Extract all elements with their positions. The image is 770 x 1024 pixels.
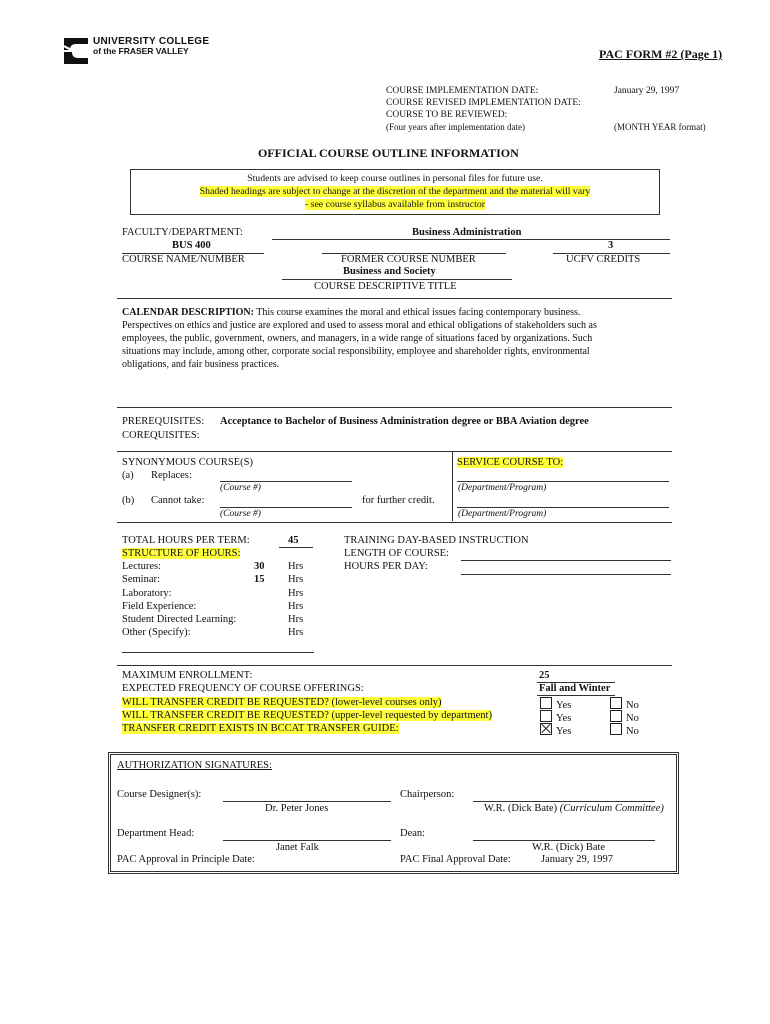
pac-final-value: January 29, 1997	[541, 854, 614, 865]
checkbox-icon[interactable]	[540, 697, 552, 709]
transfer-q3: TRANSFER CREDIT EXISTS IN BCCAT TRANSFER GUIDE:	[122, 723, 399, 734]
hours-row-label: Other (Specify):	[122, 627, 191, 638]
dean-name: W.R. (Dick) Bate	[532, 842, 606, 853]
head-label: Department Head:	[117, 828, 195, 839]
calendar-line5: obligations, and fair business practices.	[122, 359, 280, 370]
course-hint-2: (Course #)	[220, 509, 261, 519]
hours-row-label: Laboratory:	[122, 588, 172, 599]
hours-row-unit: Hrs	[288, 627, 304, 638]
max-enrollment-value: 25	[539, 670, 550, 681]
synonymous-label: SYNONYMOUS COURSE(S)	[122, 457, 253, 468]
course-hint-1: (Course #)	[220, 483, 261, 493]
hours-row-unit: Hrs	[288, 561, 304, 572]
replaces-letter: (a)	[122, 470, 134, 481]
course-title-label: COURSE DESCRIPTIVE TITLE	[314, 281, 457, 292]
coreq-label: COREQUISITES:	[122, 430, 200, 441]
logo-mark-icon	[62, 36, 90, 66]
chair-label: Chairperson:	[400, 789, 455, 800]
head-name: Janet Falk	[276, 842, 319, 853]
calendar-label: CALENDAR DESCRIPTION:	[122, 307, 254, 318]
course-number-value: BUS 400	[172, 240, 211, 251]
hours-row-label: Student Directed Learning:	[122, 614, 237, 625]
q2-yes-option[interactable]: Yes	[540, 710, 571, 724]
notice-line2: Shaded headings are subject to change at the discretion of the department and the material will vary	[199, 186, 591, 197]
checkbox-icon[interactable]	[540, 710, 552, 722]
former-number-label: FORMER COURSE NUMBER	[341, 254, 476, 265]
replaces-label: Replaces:	[151, 470, 192, 481]
faculty-label: FACULTY/DEPARTMENT:	[122, 227, 243, 238]
length-label: LENGTH OF COURSE:	[344, 548, 450, 559]
hours-row-value: 15	[254, 574, 265, 585]
further-credit: for further credit.	[362, 495, 435, 506]
credits-label: UCFV CREDITS	[566, 254, 641, 265]
calendar-line2: Perspectives on ethics and justice are explored and used to assess moral and ethical obligations of stakeholders such as	[122, 320, 597, 331]
revised-date-label: COURSE REVISED IMPLEMENTATION DATE:	[386, 98, 581, 108]
form-title: PAC FORM #2 (Page 1)	[599, 47, 723, 61]
dean-label: Dean:	[400, 828, 426, 839]
checkbox-icon[interactable]	[610, 697, 622, 709]
cannot-take-letter: (b)	[122, 495, 135, 506]
dept-hint-1: (Department/Program)	[458, 483, 547, 493]
hours-row-label: Seminar:	[122, 574, 160, 585]
signatures-heading: AUTHORIZATION SIGNATURES:	[117, 760, 272, 771]
calendar-line1	[122, 307, 580, 318]
checkbox-icon[interactable]	[610, 710, 622, 722]
structure-label: STRUCTURE OF HOURS:	[122, 548, 241, 559]
calendar-line4: situations may include, among other, corporate social responsibility, employee and shareholder rights, environmental	[122, 346, 590, 357]
designer-label: Course Designer(s):	[117, 789, 202, 800]
notice-box	[130, 169, 660, 215]
review-note: (Four years after implementation date)	[386, 122, 525, 132]
credits-value: 3	[608, 240, 614, 251]
course-title-value: Business and Society	[343, 266, 436, 277]
training-label: TRAINING DAY-BASED INSTRUCTION	[344, 535, 529, 546]
checked-checkbox-icon[interactable]	[540, 723, 552, 735]
q3-yes-option[interactable]: Yes	[540, 723, 571, 737]
pac-principle-label: PAC Approval in Principle Date:	[117, 854, 255, 865]
service-label: SERVICE COURSE TO:	[457, 457, 564, 468]
hours-row-label: Lectures:	[122, 561, 162, 572]
hours-per-day-label: HOURS PER DAY:	[344, 561, 428, 572]
signatures-box	[108, 752, 679, 874]
cannot-take-label: Cannot take:	[151, 495, 205, 506]
calendar-line3: employees, the public, government, owners, and managers, in a wide range of situations faced by organizations. Such	[122, 333, 593, 344]
chair-name: W.R. (Dick Bate) (Curriculum Committee)	[484, 803, 664, 814]
calendar-text1: This course examines the moral and ethical issues facing contemporary business.	[253, 307, 581, 318]
q1-no-option[interactable]: No	[610, 697, 639, 711]
transfer-q1: WILL TRANSFER CREDIT BE REQUESTED? (lower-level courses only)	[122, 697, 442, 708]
outline-title: OFFICIAL COURSE OUTLINE INFORMATION	[258, 146, 519, 160]
faculty-value: Business Administration	[412, 227, 522, 238]
hours-row-unit: Hrs	[288, 588, 304, 599]
transfer-q2: WILL TRANSFER CREDIT BE REQUESTED? (upper-level requested by department)	[122, 710, 492, 721]
prereq-label: PREREQUISITES:	[122, 416, 205, 427]
max-enrollment-label: MAXIMUM ENROLLMENT:	[122, 670, 253, 681]
notice-line1: Students are advised to keep course outlines in personal files for future use.	[247, 173, 543, 184]
frequency-value: Fall and Winter	[539, 683, 611, 694]
logo-line2: of the FRASER VALLEY	[93, 46, 189, 56]
q3-no-option[interactable]: No	[610, 723, 639, 737]
hours-row-unit: Hrs	[288, 614, 304, 625]
total-hours-value: 45	[288, 535, 299, 546]
dept-hint-2: (Department/Program)	[458, 509, 547, 519]
frequency-label: EXPECTED FREQUENCY OF COURSE OFFERINGS:	[122, 683, 364, 694]
checkbox-icon[interactable]	[610, 723, 622, 735]
impl-date-label: COURSE IMPLEMENTATION DATE:	[386, 86, 539, 96]
hours-row-unit: Hrs	[288, 601, 304, 612]
hours-row-value: 30	[254, 561, 265, 572]
prereq-value: Acceptance to Bachelor of Business Administration degree or BBA Aviation degree	[220, 416, 589, 427]
hours-row-label: Field Experience:	[122, 601, 197, 612]
impl-date-value: January 29, 1997	[614, 86, 680, 96]
hours-row-unit: Hrs	[288, 574, 304, 585]
review-date-label: COURSE TO BE REVIEWED:	[386, 110, 508, 120]
name-number-label: COURSE NAME/NUMBER	[122, 254, 245, 265]
logo-line1: UNIVERSITY COLLEGE	[93, 36, 210, 47]
pac-final-label: PAC Final Approval Date:	[400, 854, 511, 865]
notice-line3: - see course syllabus available from instructor	[304, 199, 486, 210]
q1-yes-option[interactable]: Yes	[540, 697, 571, 711]
total-hours-label: TOTAL HOURS PER TERM:	[122, 535, 250, 546]
designer-name: Dr. Peter Jones	[265, 803, 329, 814]
q2-no-option[interactable]: No	[610, 710, 639, 724]
format-note: (MONTH YEAR format)	[614, 122, 706, 132]
